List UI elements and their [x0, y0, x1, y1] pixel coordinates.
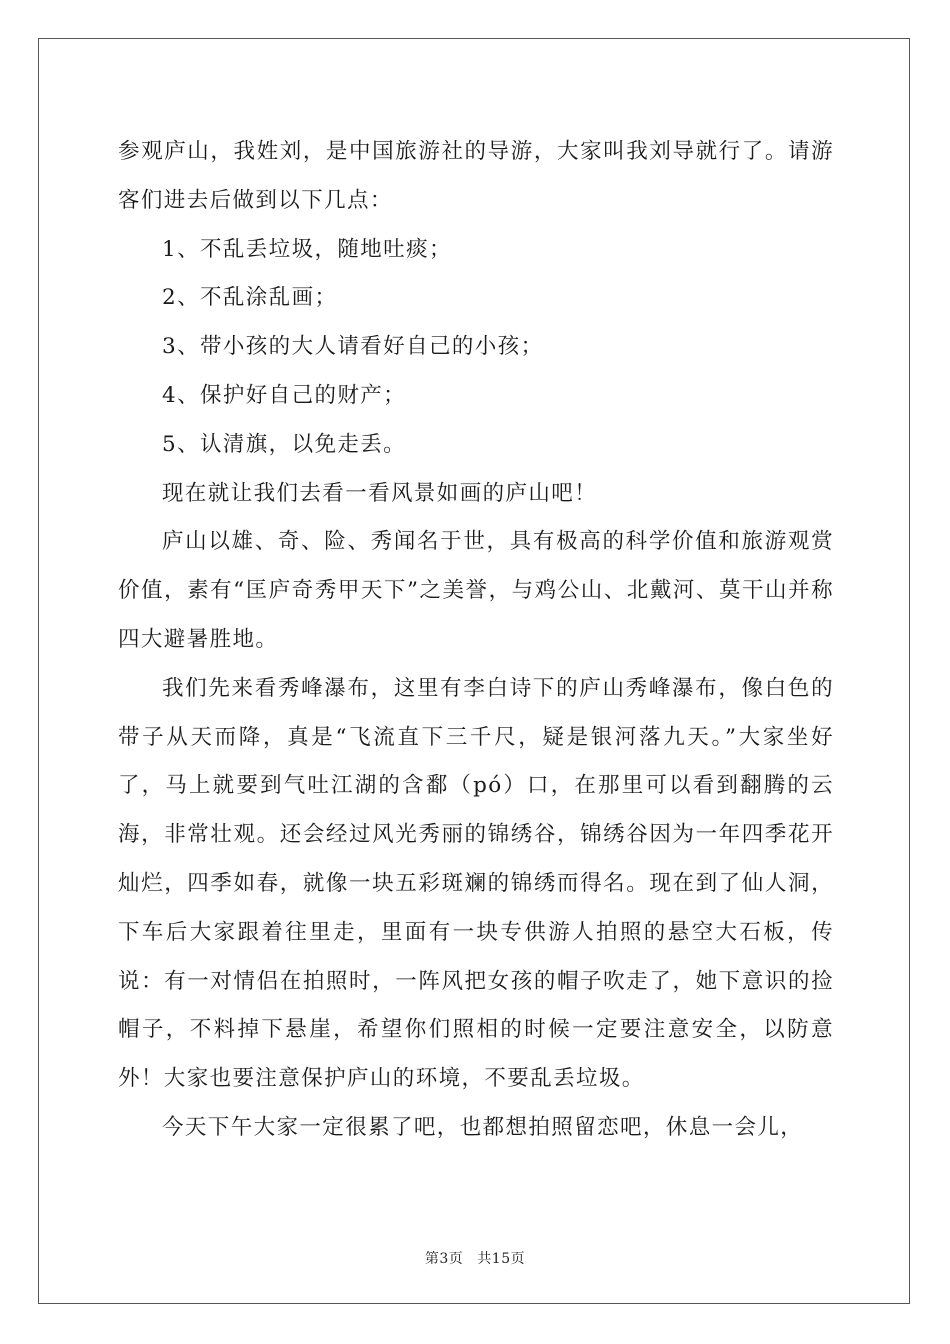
- paragraph-lushan-overview: 庐山以雄、奇、险、秀闻名于世，具有极高的科学价值和旅游观赏价值，素有“匡庐奇秀甲天下”之美誉，与鸡公山、北戴河、莫干山并称四大避暑胜地。: [118, 529, 834, 652]
- rule-item-5: 5、认清旗，以免走丢。: [162, 431, 407, 457]
- current-page-number: 第3页: [424, 1251, 464, 1267]
- paragraph-intro: 参观庐山，我姓刘，是中国旅游社的导游，大家叫我刘导就行了。请游客们进去后做到以下几点：: [118, 139, 834, 213]
- paragraph-tour-route: 我们先来看秀峰瀑布，这里有李白诗下的庐山秀峰瀑布，像白色的带子从天而降，真是“飞流直下三千尺，疑是银河落九天。”大家坐好了，马上就要到气吐江湖的含鄱（pó）口，在那里可以看到翻腾的云海，非常壮观。还会经过风光秀丽的锦绣谷，锦绣谷因为一年四季花开灿烂，四季如春，就像一块五彩斑斓的锦绣而得名。现在到了仙人洞，下车后大家跟着往里走，里面有一块专供游人拍照的悬空大石板，传说：有一对情侣在拍照时，一阵风把女孩的帽子吹走了，她下意识的捡帽子，不料掉下悬崖，希望你们照相的时候一定要注意安全，以防意外！大家也要注意保护庐山的环境，不要乱丢垃圾。: [118, 675, 834, 1092]
- document-body: [118, 128, 834, 1153]
- rule-item-1: 1、不乱丢垃圾，随地吐痰；: [162, 236, 452, 262]
- rule-item-3: 3、带小孩的大人请看好自己的小孩；: [162, 334, 544, 360]
- paragraph-afternoon: 今天下午大家一定很累了吧，也都想拍照留恋吧，休息一会儿，: [162, 1114, 804, 1140]
- total-page-count: 共15页: [477, 1251, 526, 1267]
- page-footer: [0, 1248, 950, 1268]
- rule-item-2: 2、不乱涂乱画；: [162, 285, 338, 311]
- paragraph-transition: 现在就让我们去看一看风景如画的庐山吧！: [162, 480, 598, 506]
- rule-item-4: 4、保护好自己的财产；: [162, 382, 407, 408]
